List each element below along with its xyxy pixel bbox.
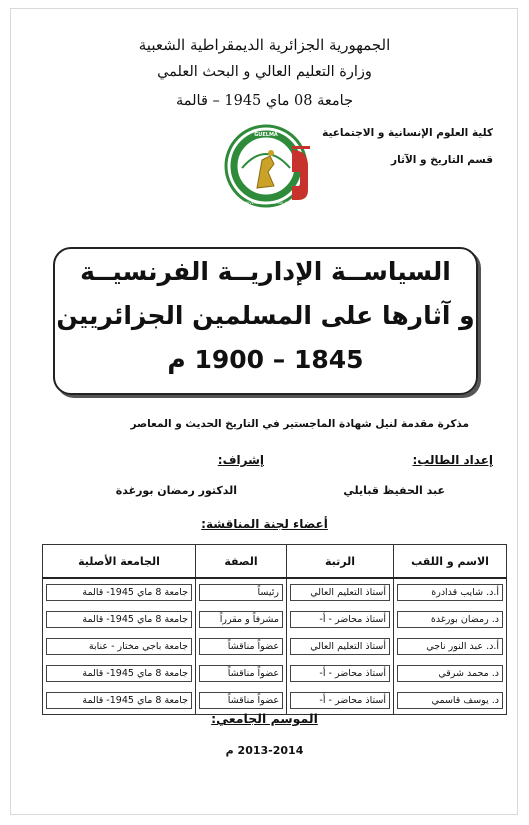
member-role: عضواً مناقشاً [199, 692, 283, 709]
title-line-2: و آثارها على المسلمين الجزائريين [56, 301, 475, 330]
header-name: الاسم و اللقب [394, 545, 507, 579]
member-university: جامعة 8 ماي 1945- قالمة [46, 692, 192, 709]
committee-table [42, 544, 507, 715]
supervisor-label: إشراف: [217, 453, 264, 467]
member-university: جامعة 8 ماي 1945- قالمة [46, 611, 192, 628]
title-line-3: 1845 – 1900 م [167, 345, 364, 374]
header-role: الصفة [196, 545, 287, 579]
student-name: عبد الحفيظ قبايلي [343, 484, 445, 497]
header-university: الجامعة الأصلية [43, 545, 196, 579]
university-heading: جامعة 08 ماي 1945 – قالمة [175, 93, 354, 109]
table-row [43, 633, 507, 660]
member-role: عضواً مناقشاً [199, 638, 283, 655]
member-name: د. يوسف قاسمي [397, 692, 503, 709]
member-rank: أستاذ التعليم العالي [290, 584, 390, 601]
header-rank: الرتبة [287, 545, 394, 579]
title-line-1: السياســة الإداريــة الفرنسيــة [80, 257, 451, 286]
republic-heading: الجمهورية الجزائرية الديمقراطية الشعبية [138, 36, 391, 54]
member-role: عضواً مناقشاً [199, 665, 283, 682]
university-logo [222, 120, 318, 212]
member-rank: أستاذ التعليم العالي [290, 638, 390, 655]
member-rank: أستاذ محاضر - أ- [290, 611, 390, 628]
member-university: جامعة باجي مختار - عنابة [46, 638, 192, 655]
table-row [43, 660, 507, 687]
table-header-row [43, 545, 507, 579]
logo-top-text: GUELMA [254, 132, 278, 138]
member-rank: أستاذ محاضر - أ- [290, 692, 390, 709]
academic-season-label: الموسم الجامعي: [211, 711, 318, 726]
ministry-heading: وزارة التعليم العالي و البحث العلمي [157, 64, 372, 80]
member-university: جامعة 8 ماي 1945- قالمة [46, 665, 192, 682]
table-row [43, 606, 507, 633]
member-role: رئيساً [199, 584, 283, 601]
member-university: جامعة 8 ماي 1945- قالمة [46, 584, 192, 601]
academic-year: 2013-2014 م [225, 744, 304, 757]
thesis-title-box [53, 247, 478, 395]
member-name: د. محمد شرقي [397, 665, 503, 682]
student-label: إعداد الطالب: [412, 453, 493, 467]
memo-description: مذكرة مقدمة لنيل شهادة الماجستير في التاريخ الحديث و المعاصر [130, 418, 469, 430]
member-name: أ.د. شايب قدادرة [397, 584, 503, 601]
member-rank: أستاذ محاضر - أ- [290, 665, 390, 682]
supervisor-name: الدكتور رمضان بورغدة [115, 484, 237, 497]
member-role: مشرفاً و مقرراً [199, 611, 283, 628]
faculty-name: كلية العلوم الإنسانية و الاجتماعية [322, 127, 493, 139]
committee-label: أعضاء لجنة المناقشة: [201, 517, 328, 531]
table-row [43, 578, 507, 606]
logo-ring-text: UNIVERSITE DU 08 MAI 45 [243, 201, 289, 205]
member-name: د. رمضان بورغدة [397, 611, 503, 628]
department-name: قسم التاريخ و الآثار [391, 154, 493, 166]
member-name: أ.د. عبد النور ناجي [397, 638, 503, 655]
